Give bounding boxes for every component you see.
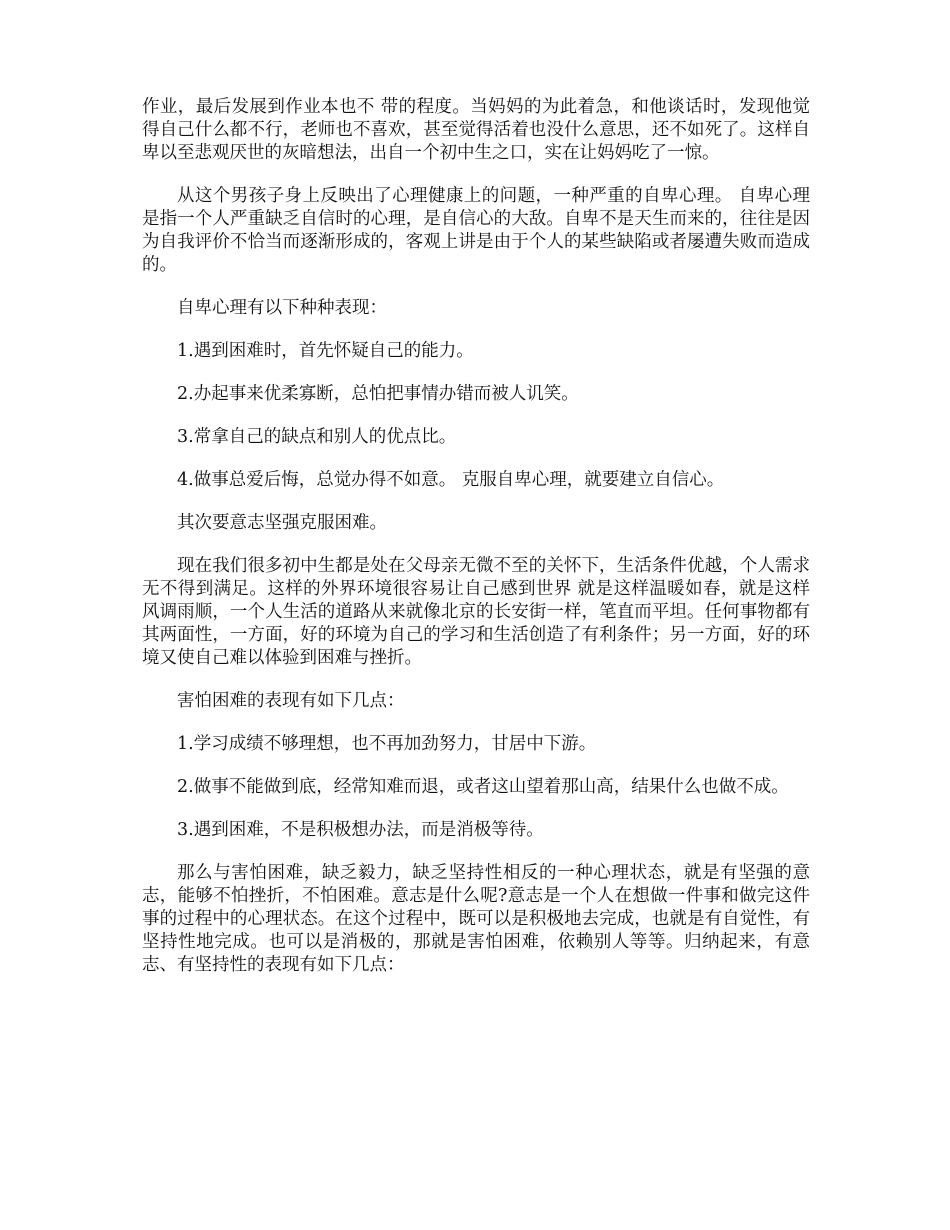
- list-item-fear-3: 3.遇到困难，不是积极想办法，而是消极等待。: [177, 820, 544, 840]
- paragraph-continuation: 作业，最后发展到作业本也不 带的程度。当妈妈的为此着急，和他谈话时，发现他觉得自己什么都不行，老师也不喜欢，甚至觉得活着也没什么意思，还不如死了。这样自卑以至悲观厌世的灰暗想法，出自一个初中生之口，实在让妈妈吃了一惊。: [142, 97, 810, 163]
- list-item-inferiority-2: 2.办起事来优柔寡断，总怕把事情办错而被人讥笑。: [177, 384, 579, 404]
- paragraph-environment: 现在我们很多初中生都是处在父母亲无微不至的关怀下，生活条件优越，个人需求无不得到满足。这样的外界环境很容易让自己感到世界 就是这样温暖如春，就是这样风调雨顺，一个人生活的道路从来就像北京的长安街一样，笔直而平坦。任何事物都有其两面性，一方面，好的环境为自己的学习和生活创造了有利条件；另一方面，好的环境又使自己难以体验到困难与挫折。: [142, 556, 810, 668]
- paragraph-inferiority-signs-heading: 自卑心理有以下种种表现：: [177, 298, 387, 318]
- list-item-fear-1: 1.学习成绩不够理想，也不再加劲努力，甘居中下游。: [177, 734, 597, 754]
- list-item-inferiority-4: 4.做事总爱后悔，总觉办得不如意。 克服自卑心理，就要建立自信心。: [177, 470, 725, 490]
- paragraph-will-definition: 那么与害怕困难，缺乏毅力，缺乏坚持性相反的一种心理状态，就是有坚强的意志，能够不怕挫折，不怕困难。意志是什么呢?意志是一个人在想做一件事和做完这件事的过程中的心理状态。在这个过程中，既可以是积极地去完成，也就是有自觉性，有坚持性地完成。也可以是消极的，那就是害怕困难，依赖别人等等。归纳起来，有意志、有坚持性的表现有如下几点：: [142, 863, 810, 975]
- document-page: [142, 96, 810, 997]
- list-item-inferiority-1: 1.遇到困难时，首先怀疑自己的能力。: [177, 341, 474, 361]
- paragraph-fear-signs-heading: 害怕困难的表现有如下几点：: [177, 691, 405, 711]
- list-item-inferiority-3: 3.常拿自己的缺点和别人的优点比。: [177, 427, 457, 447]
- paragraph-willpower: 其次要意志坚强克服困难。: [177, 513, 387, 533]
- paragraph-inferiority-intro: 从这个男孩子身上反映出了心理健康上的问题，一种严重的自卑心理。 自卑心理是指一个人严重缺乏自信时的心理，是自信心的大敌。自卑不是天生而来的，往往是因为自我评价不恰当而逐渐形成的，客观上讲是由于个人的某些缺陷或者屡遭失败而造成的。: [142, 186, 810, 275]
- list-item-fear-2: 2.做事不能做到底，经常知难而退，或者这山望着那山高，结果什么也做不成。: [177, 777, 789, 797]
